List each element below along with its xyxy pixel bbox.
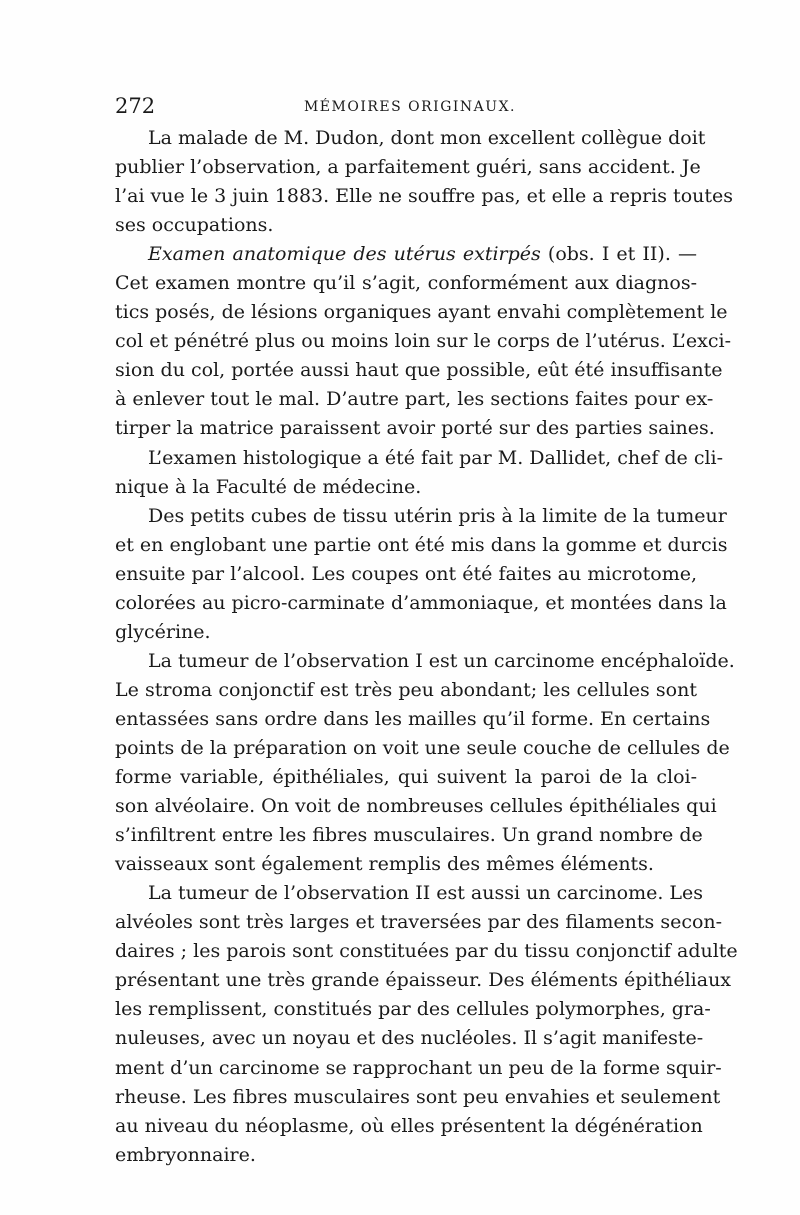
text-line xyxy=(115,153,701,182)
text-line xyxy=(115,1141,697,1170)
body-text xyxy=(115,124,738,1170)
line-text: entassées sans ordre dans les mailles qu’il forme. En certains xyxy=(115,707,711,730)
line-text: l’ai vue le 3 juin 1883. Elle ne souffre pas, et elle a repris toutes xyxy=(115,185,734,208)
text-line xyxy=(115,211,697,240)
line-text: col et pénétré plus ou moins loin sur le corps de l’utérus. L’exci- xyxy=(115,330,732,353)
italic-heading: Examen anatomique des utérus extirpés xyxy=(148,243,541,266)
text-line xyxy=(115,850,697,879)
text-line xyxy=(115,298,728,327)
text-line xyxy=(115,821,703,850)
text-line xyxy=(115,240,697,269)
text-line xyxy=(115,908,723,937)
text-line xyxy=(115,182,734,211)
page-header xyxy=(115,94,705,118)
text-line xyxy=(115,618,697,647)
line-text: daires ; les parois sont constituées par du tissu conjonctif adulte xyxy=(115,940,738,963)
line-text: L’examen histologique a été fait par M. Dallidet, chef de cli- xyxy=(148,446,724,469)
text-line xyxy=(115,473,697,502)
line-text: publier l’observation, a parfaitement guéri, sans accident. Je xyxy=(115,156,701,179)
text-line xyxy=(115,676,697,705)
text-line xyxy=(115,269,697,298)
line-text: La tumeur de l’observation I est un carcinome encéphaloïde. xyxy=(148,649,735,672)
line-text: présentant une très grande épaisseur. Des éléments épithéliaux xyxy=(115,969,732,992)
line-text: tics posés, de lésions organiques ayant envahi complètement le xyxy=(115,301,728,324)
text-line xyxy=(115,763,697,792)
line-text: colorées au picro-carminate d’ammoniaque, et montées dans la xyxy=(115,591,727,614)
text-line xyxy=(115,995,711,1024)
line-text: points de la préparation on voit une seule couche de cellules de xyxy=(115,736,730,759)
line-text: ensuite par l’alcool. Les coupes ont été faites au microtome, xyxy=(115,562,697,585)
text-line xyxy=(115,1112,703,1141)
running-title: MÉMOIRES ORIGINAUX. xyxy=(303,99,517,115)
line-text: alvéoles sont très larges et traversées par des filaments secon- xyxy=(115,911,723,934)
line-text: (obs. I et II). — xyxy=(540,243,697,266)
line-text: au niveau du néoplasme, où elles présentent la dégénération xyxy=(115,1114,703,1137)
text-line xyxy=(115,705,711,734)
line-text: s’infiltrent entre les fibres musculaires. Un grand nombre de xyxy=(115,824,703,847)
line-text: La tumeur de l’observation II est aussi un carcinome. Les xyxy=(148,882,704,905)
text-line xyxy=(115,937,738,966)
line-text: les remplissent, constitués par des cellules polymorphes, gra- xyxy=(115,998,711,1021)
text-line xyxy=(115,1083,721,1112)
text-line xyxy=(115,879,704,908)
line-text: Le stroma conjonctif est très peu abondant; les cellules sont xyxy=(115,678,697,701)
line-text: et en englobant une partie ont été mis dans la gomme et durcis xyxy=(115,533,728,556)
text-line xyxy=(115,444,724,473)
text-line xyxy=(115,734,730,763)
text-line xyxy=(115,327,732,356)
text-line xyxy=(115,1054,722,1083)
text-line xyxy=(115,531,728,560)
line-text: rheuse. Les fibres musculaires sont peu envahies et seulement xyxy=(115,1085,721,1108)
text-line xyxy=(115,502,727,531)
line-text: La malade de M. Dudon, dont mon excellent collègue doit xyxy=(148,127,706,149)
line-text: glycérine. xyxy=(115,620,211,643)
line-text: son alvéolaire. On voit de nombreuses cellules épithéliales qui xyxy=(115,795,717,818)
text-line xyxy=(115,792,717,821)
line-text: ses occupations. xyxy=(115,214,274,237)
page-number: 272 xyxy=(115,94,156,118)
line-text: Cet examen montre qu’il s’agit, conformément aux diagnos- xyxy=(115,272,697,295)
text-line xyxy=(115,124,706,153)
text-line xyxy=(115,560,697,589)
line-text: sion du col, portée aussi haut que possible, eût été insuffisante xyxy=(115,359,723,382)
line-text: nique à la Faculté de médecine. xyxy=(115,475,422,498)
line-text: nuleuses, avec un noyau et des nucléoles. Il s’agit manifeste- xyxy=(115,1027,704,1050)
text-line xyxy=(115,647,735,676)
text-line xyxy=(115,1024,704,1053)
text-line xyxy=(115,966,732,995)
line-text: tirper la matrice paraissent avoir porté sur des parties saines. xyxy=(115,417,715,440)
line-text: ment d’un carcinome se rapprochant un peu de la forme squir- xyxy=(115,1056,722,1079)
text-line xyxy=(115,589,727,618)
text-line xyxy=(115,385,714,414)
line-text: à enlever tout le mal. D’autre part, les sections faites pour ex- xyxy=(115,388,714,411)
line-text: embryonnaire. xyxy=(115,1143,256,1166)
line-text: forme variable, épithéliales, qui suivent la paroi de la cloi- xyxy=(115,766,697,789)
text-line xyxy=(115,356,723,385)
line-text: Des petits cubes de tissu utérin pris à la limite de la tumeur xyxy=(148,504,727,527)
line-text: vaisseaux sont également remplis des mêmes éléments. xyxy=(115,853,654,876)
text-line xyxy=(115,414,715,443)
